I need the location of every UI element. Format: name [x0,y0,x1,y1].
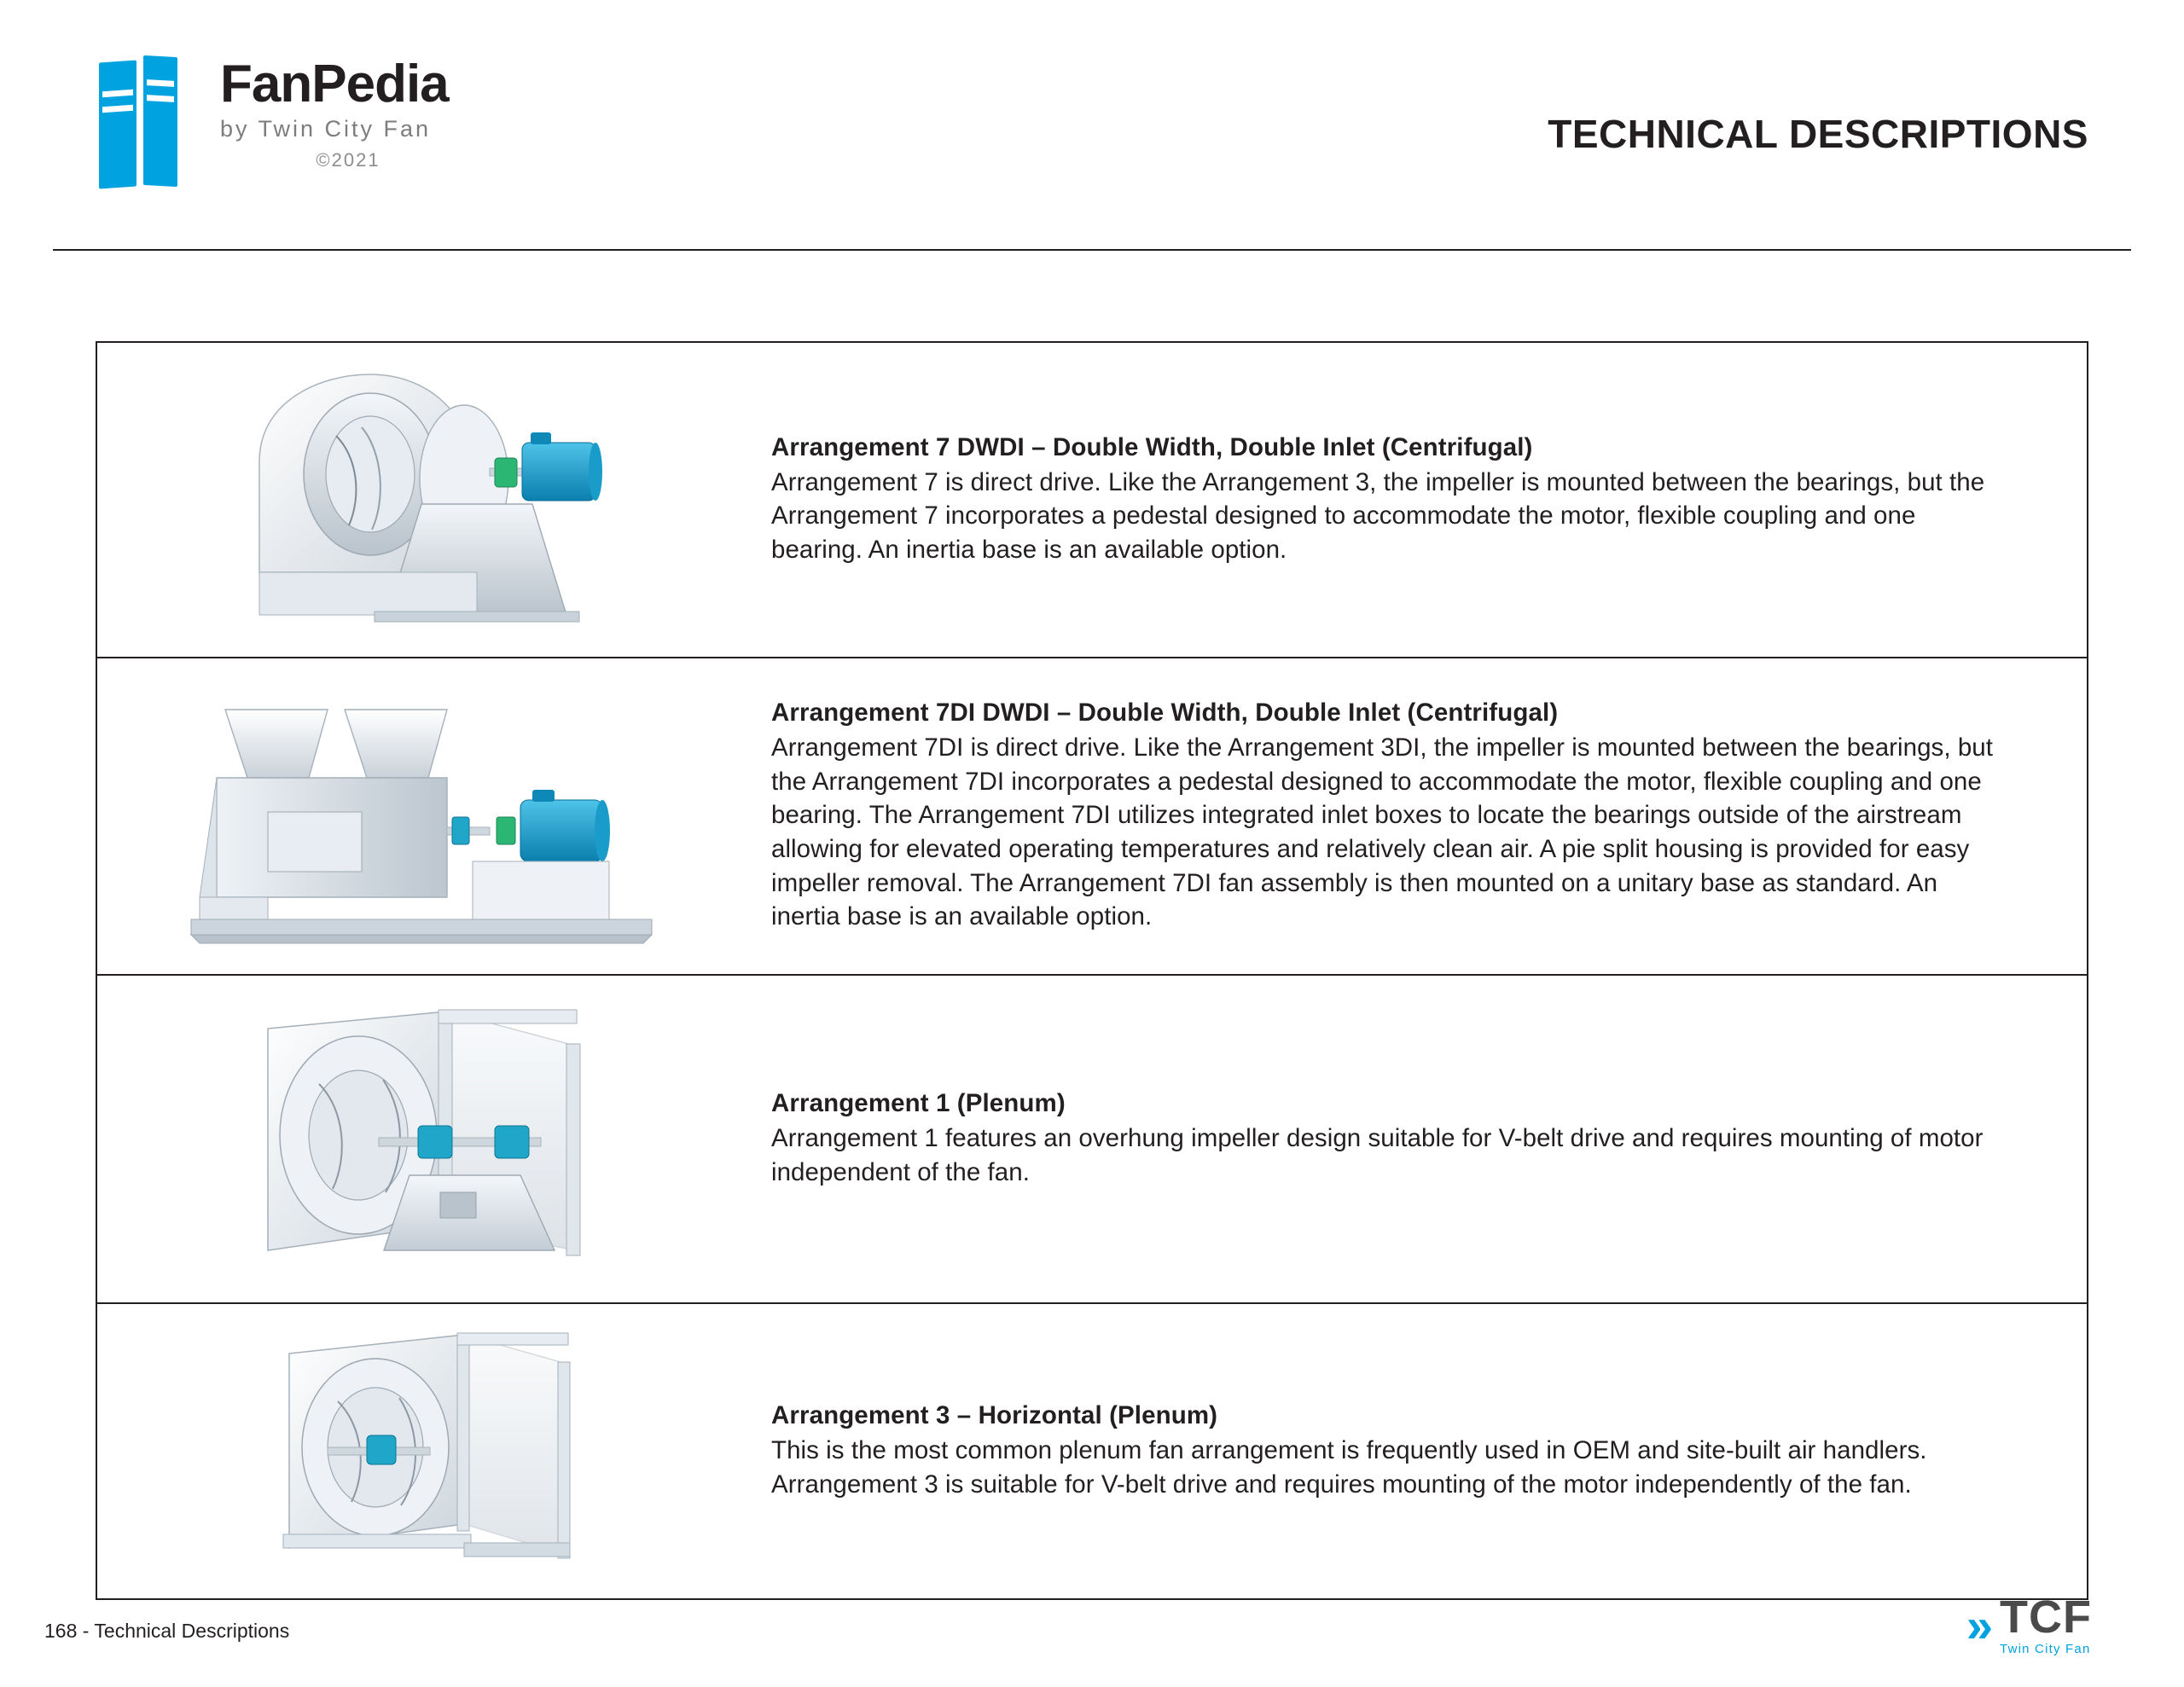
logo-title-fan: Fan [220,55,312,113]
arrangement-3-horizontal-plenum-text [763,1304,2087,1598]
arrangement-7-dwdi-fan-image [97,343,763,657]
fanpedia-logo [94,53,476,189]
arrangements-table [96,341,2088,1600]
books-icon [94,53,205,189]
page-header [0,0,2184,256]
arrangement-7-dwdi-text [763,343,2087,657]
table-row [97,976,2087,1304]
arrangement-1-plenum-fan-image [97,976,763,1302]
logo-title [220,55,476,113]
footer-page-label: 168 - Technical Descriptions [44,1620,290,1642]
item-body: Arrangement 7 is direct drive. Like the Arrangement 3, the impeller is mounted between the bearings, but the Arrangement 7 incorporates a pedestal designed to accommodate the motor, flexible coupling and one bearing. An inertia base is an available option. [771,467,1985,564]
item-title: Arrangement 7DI DWDI – Double Width, Double Inlet (Centrifugal) [771,699,1559,728]
logo-subtitle: by Twin City Fan [220,116,432,142]
book-icon-left [99,60,136,188]
item-body: Arrangement 7DI is direct drive. Like the Arrangement 3DI, the impeller is mounted between the bearings, but the Arrangement 7DI incorporates a pedestal designed to accommodate the motor, flexible coupling and one bearing. The Arrangement 7DI utilizes integrated inlet boxes to locate the bearings outside of the airstream allowing for elevated operating temperatures and relatively clean air. A pie split housing is provided for easy impeller removal. The Arrangement 7DI fan assembly is then mounted on a unitary base as standard. An inertia base is an available option. [771,733,1993,931]
tcf-logo-main: TCF [2000,1591,2092,1643]
arrangement-1-plenum-text [763,976,2087,1302]
item-body: This is the most common plenum fan arrangement is frequently used in OEM and site-built air handlers. Arrangement 3 is suitable for V-belt drive and requires mounting of the motor independently of the fan. [771,1435,1927,1499]
arrangement-7di-dwdi-text [763,658,2087,974]
table-row [97,343,2087,658]
item-title: Arrangement 1 (Plenum) [771,1088,1066,1117]
table-row [97,658,2087,976]
chevron-right-icon: » [1966,1598,1982,1653]
page-title: TECHNICAL DESCRIPTIONS [1548,112,2088,156]
item-body: Arrangement 1 features an overhung impeller design suitable for V-belt drive and requires mounting of motor independent of the fan. [771,1123,1984,1186]
logo-copyright: ©2021 [316,149,380,171]
item-title: Arrangement 3 – Horizontal (Plenum) [771,1400,1218,1429]
tcf-logo [1966,1591,2092,1656]
arrangement-7di-dwdi-fan-image [97,658,763,974]
arrangement-3-horizontal-plenum-fan-image [97,1304,763,1598]
item-title: Arrangement 7 DWDI – Double Width, Double Inlet (Centrifugal) [771,432,1533,461]
tcf-logo-sub: Twin City Fan [2000,1642,2091,1656]
book-icon-right [143,55,177,187]
header-divider [53,249,2131,251]
logo-title-pedia: Pedia [311,55,449,113]
table-row [97,1304,2087,1598]
logo-text [220,53,476,171]
